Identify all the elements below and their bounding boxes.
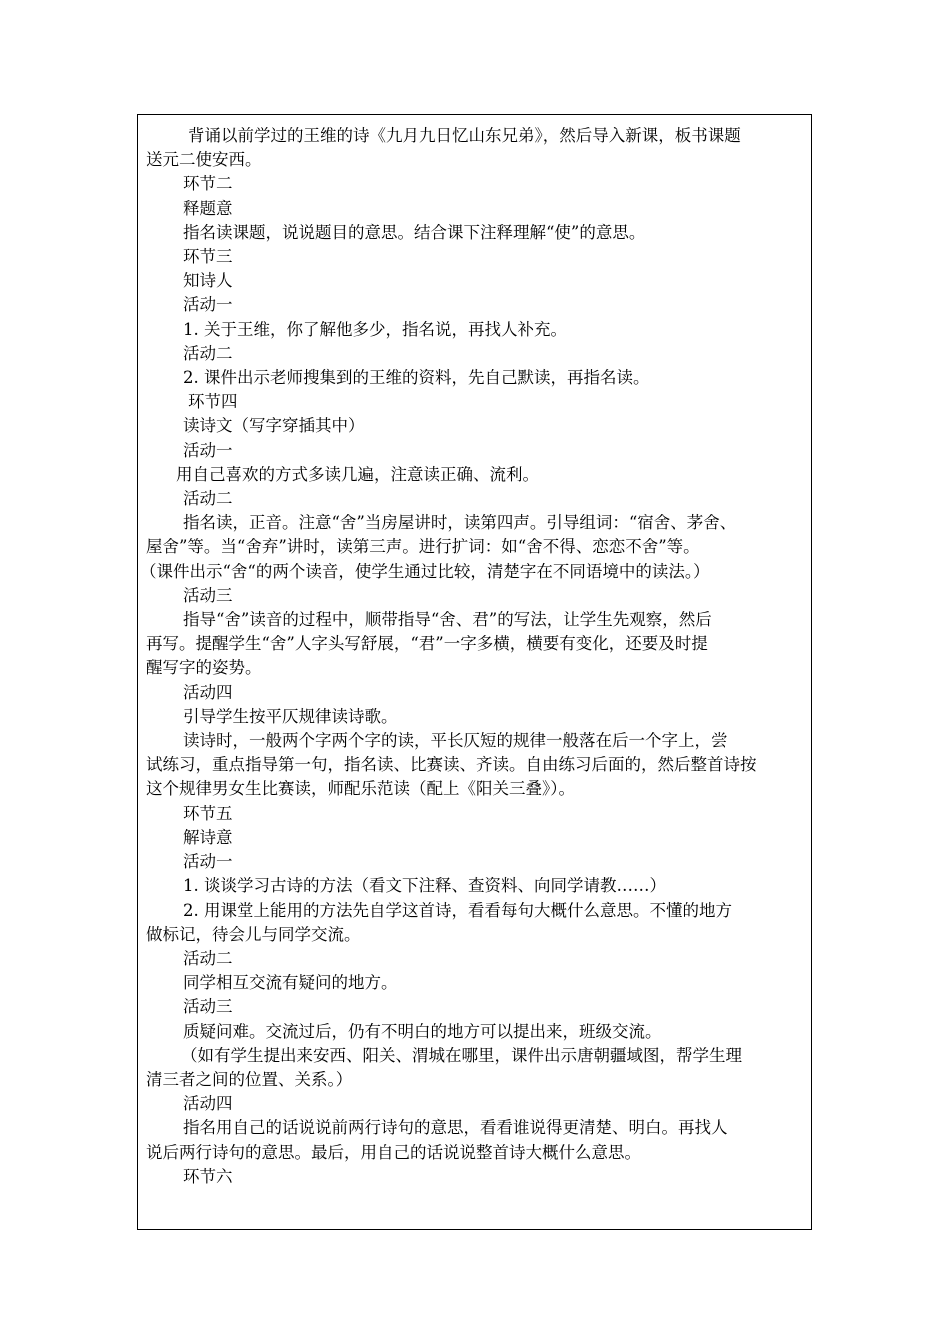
section-title: 释题意 xyxy=(183,198,233,218)
section-title: 解诗意 xyxy=(183,827,233,847)
document-table-cell xyxy=(137,114,812,1230)
activity-heading: 活动二 xyxy=(183,489,233,509)
lesson-plan-body xyxy=(140,124,805,1189)
activity-heading: 活动二 xyxy=(183,343,233,363)
activity-heading: 活动三 xyxy=(183,585,233,605)
section-title: 知诗人 xyxy=(183,271,233,291)
activity-heading: 活动四 xyxy=(183,1094,233,1114)
text-line: 1. 谈谈学习古诗的方法（看文下注释、查资料、向同学请教……） xyxy=(183,876,666,896)
text-line: 做标记，待会儿与同学交流。 xyxy=(146,924,361,944)
text-line: 试练习，重点指导第一句，指名读、比赛读、齐读。自由练习后面的，然后整首诗按 xyxy=(146,755,757,775)
text-line: 2. 课件出示老师搜集到的王维的资料，先自己默读，再指名读。 xyxy=(183,368,650,388)
text-line: 屋舍”等。当“舍弃”讲时，读第三声。进行扩词：如“舍不得、恋恋不舍”等。 xyxy=(146,537,700,557)
text-line: 指导“舍”读音的过程中，顺带指导“舍、君”的写法，让学生先观察，然后 xyxy=(183,610,712,630)
section-heading: 环节四 xyxy=(188,392,238,412)
section-heading: 环节六 xyxy=(183,1166,233,1186)
activity-heading: 活动一 xyxy=(183,295,233,315)
activity-heading: 活动二 xyxy=(183,948,233,968)
section-heading: 环节三 xyxy=(183,247,233,267)
text-line: 指名读，正音。注意“舍”当房屋讲时，读第四声。引导组词：“宿舍、茅舍、 xyxy=(183,513,737,533)
activity-heading: 活动一 xyxy=(183,852,233,872)
text-line: 指名用自己的话说说前两行诗句的意思，看看谁说得更清楚、明白。再找人 xyxy=(183,1118,728,1138)
text-line: 指名读课题，说说题目的意思。结合课下注释理解“使”的意思。 xyxy=(183,222,646,242)
text-line: 1. 关于王维，你了解他多少，指名说，再找人补充。 xyxy=(183,319,567,339)
text-line: 清三者之间的位置、关系。） xyxy=(146,1069,353,1089)
text-line: （如有学生提出来安西、阳关、渭城在哪里，课件出示唐朝疆域图，帮学生理 xyxy=(181,1045,742,1065)
text-line: （课件出示“舍“的两个读音，使学生通过比较，清楚字在不同语境中的读法。） xyxy=(140,561,710,581)
text-line: 这个规律男女生比赛读，师配乐范读（配上《阳关三叠》）。 xyxy=(146,779,575,799)
text-line: 醒写字的姿势。 xyxy=(146,658,262,678)
text-line: 读诗时，一般两个字两个字的读，平长仄短的规律一般落在后一个字上，尝 xyxy=(183,731,728,751)
text-line: 背诵以前学过的王维的诗《九月九日忆山东兄弟》，然后导入新课，板书课题 xyxy=(188,126,741,145)
text-line: 同学相互交流有疑问的地方。 xyxy=(183,973,398,993)
text-line: 再写。提醒学生“舍”人字头写舒展，“君”一字多横，横要有变化，还要及时提 xyxy=(146,634,708,654)
activity-heading: 活动一 xyxy=(183,440,233,460)
activity-heading: 活动三 xyxy=(183,997,233,1017)
activity-heading: 活动四 xyxy=(183,682,233,702)
text-line: 2. 用课堂上能用的方法先自学这首诗，看看每句大概什么意思。不懂的地方 xyxy=(183,900,732,920)
section-heading: 环节五 xyxy=(183,803,233,823)
text-line: 用自己喜欢的方式多读几遍，注意读正确、流利。 xyxy=(176,464,539,484)
section-title: 读诗文（写字穿插其中） xyxy=(183,416,365,436)
section-heading: 环节二 xyxy=(183,174,233,194)
text-line: 说后两行诗句的意思。最后，用自己的话说说整首诗大概什么意思。 xyxy=(146,1142,641,1162)
text-line: 送元二使安西。 xyxy=(146,150,262,170)
text-line: 引导学生按平仄规律读诗歌。 xyxy=(183,706,398,726)
text-line: 质疑问难。交流过后，仍有不明白的地方可以提出来，班级交流。 xyxy=(183,1021,662,1041)
